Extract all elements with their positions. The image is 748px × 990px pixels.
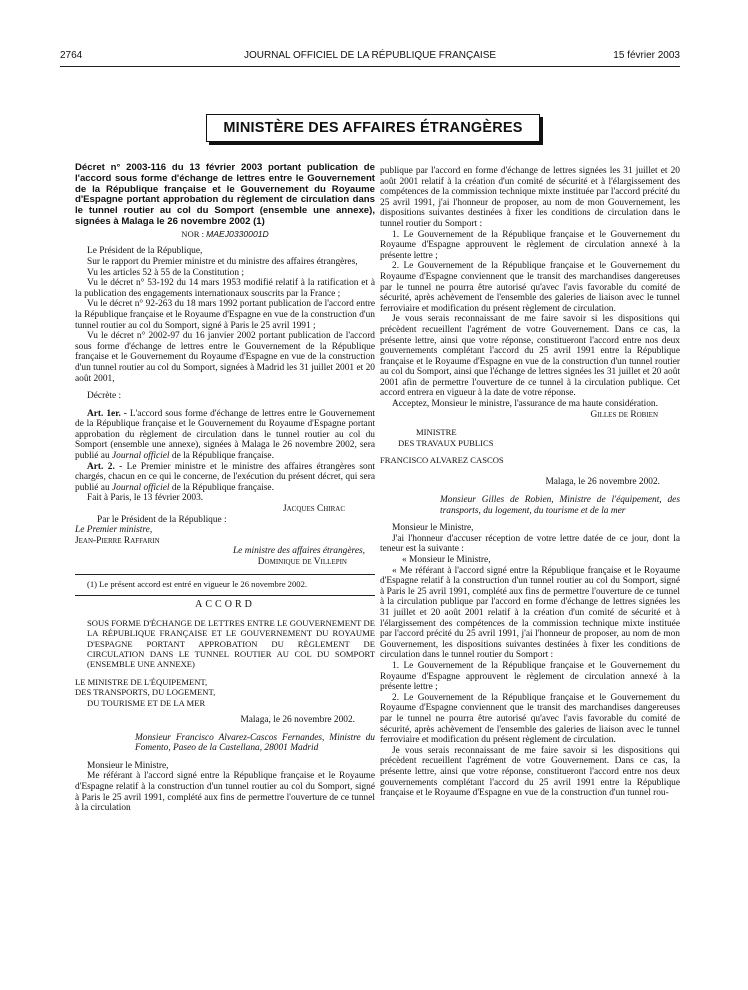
article-1-text-b: de la République française.: [171, 451, 274, 462]
paragraph: Acceptez, Monsieur le ministre, l'assurance de ma haute considération.: [392, 399, 658, 410]
article-1-text-a: L'accord sous forme d'échange de lettres entre le Gouvernement de la République française et le Gouvernement du Royaume d'Espagne portant approbation du règlement de circulation dans le tunnel routier au col du Somport (ensemble une annexe), signées à Malaga le 26 novembre 2002, sera publié au: [75, 408, 375, 462]
accord-subtitle: SOUS FORME D'ÉCHANGE DE LETTRES ENTRE LE GOUVERNEMENT DE LA RÉPUBLIQUE FRANÇAISE ET LE GOUVERNEMENT DU ROYAUME D'ESPAGNE PORTANT APPROBATION DU RÈGLEMENT DE CIRCULATION DANS LE TUNNEL ROUTIER AU COL DU SOMPORT (ENSEMBLE UNE ANNEXE): [87, 617, 375, 670]
header-rule: [60, 66, 680, 67]
paragraph: Sur le rapport du Premier ministre et du ministre des affaires étrangères,: [87, 256, 358, 267]
article-2-label: Art. 2. -: [87, 461, 123, 472]
letter-addressee: Monsieur Francisco Alvarez-Cascos Fernandes, Ministre du Fomento, Paseo de la Castellana, 28001 Madrid: [135, 732, 375, 754]
letter-salutation: Monsieur le Ministre,: [392, 523, 474, 534]
paragraph: 1. Le Gouvernement de la République française et le Gouvernement du Royaume d'Espagne approuvent le règlement de circulation annexé à la présente lettre ;: [380, 660, 680, 693]
paragraph: publique par l'accord en forme d'échange de lettres signées les 31 juillet et 20 août 2001 relatif à la création d'un comité de sécurité et à l'élargissement des compétences de la commission technique mixte instituée par l'accord précité du 25 avril 1991, j'ai l'honneur de proposer, au nom de mon Gouvernement, les dispositions suivantes destinées à fixer les conditions de circulation dans le tunnel routier du Somport :: [380, 166, 680, 229]
ministro-name: FRANCISCO ALVAREZ CASCOS: [380, 455, 504, 466]
article-2: [75, 462, 375, 494]
paragraph: « Me référant à l'accord signé entre la République française et le Royaume d'Espagne relatif à la construction d'un tunnel routier au col du Somport, signé à Paris le 25 avril 1991, complété aux fins de permettre l'ouverture de ce tunnel à la circulation publique par l'accord en forme d'échange de lettres signées les 31 juillet et 20 août 2001 relatif à la création d'un comité de sécurité et à l'élargissement des compétences de la commission technique mixte instituée par l'accord précité du 25 avril 1991, j'ai l'honneur de proposer, au nom de mon Gouvernement, les dispositions suivantes destinées à fixer les conditions de circulation dans le tunnel routier du Somport :: [380, 565, 680, 661]
mae-title: Le ministre des affaires étrangères,: [232, 546, 365, 557]
left-column: [75, 163, 375, 814]
signer-robien: Gilles de Robien: [590, 409, 658, 420]
letter-place-date: Malaga, le 26 novembre 2002.: [545, 477, 660, 488]
footnote-rule: [75, 574, 375, 575]
letter-addressee: Monsieur Gilles de Robien, Ministre de l'équipement, des transports, du logement, du tourisme et de la mer: [440, 495, 680, 516]
footnote-rule-bottom: [75, 595, 375, 596]
journal-title: JOURNAL OFFICIEL DE LA RÉPUBLIQUE FRANÇAISE: [243, 50, 497, 61]
paragraph: 2. Le Gouvernement de la République française et le Gouvernement du Royaume d'Espagne conviennent que le transit des marchandises dangereuses par le tunnel ne pourra être autorisé qu'avec l'avis favorable du comité de sécurité, après achèvement de l'ensemble des galeries de liaison avec le tunnel ferroviaire et modification du présent règlement de circulation.: [380, 261, 680, 314]
footnote: (1) Le présent accord est entré en vigueur le 26 novembre 2002.: [87, 578, 308, 589]
letter-salutation: Monsieur le Ministre,: [87, 760, 169, 771]
nor-reference: [75, 229, 375, 240]
par-le-president: Par le Président de la République :: [97, 514, 227, 525]
paragraph: J'ai l'honneur d'accuser réception de votre lettre datée de ce jour, dont la teneur est la suivante :: [380, 533, 680, 555]
mae-name: Dominique de Villepin: [257, 557, 347, 567]
paragraph: Vu le décret n° 53-192 du 14 mars 1953 modifié relatif à la ratification et à la publication des engagements internationaux souscrits par la France ;: [75, 278, 375, 299]
ministry-title: MINISTÈRE DES AFFAIRES ÉTRANGÈRES: [206, 114, 540, 142]
ministre-line-3: DU TOURISME ET DE LA MER: [87, 697, 206, 708]
right-column: [380, 166, 680, 799]
article-2-text-a: Le Premier ministre et le ministre des affaires étrangères sont chargés, chacun en ce qui le concerne, de l'exécution du présent décret, qui sera publié au: [75, 461, 375, 493]
quoted-salutation: « Monsieur le Ministre,: [402, 555, 491, 566]
page-header: [60, 50, 680, 64]
ministre-line-2: DES TRANSPORTS, DU LOGEMENT,: [75, 687, 216, 698]
paragraph: Vu le décret n° 2002-97 du 16 janvier 2002 portant publication de l'accord sous forme d'échange de lettres entre le Gouvernement de la République française et le Gouvernement du Royaume d'Espagne en vue de la construction d'un tunnel routier au col du Somport, signées à Madrid les 31 juillet 2001 et 20 août 2001,: [75, 331, 375, 384]
decrete-label: Décrète :: [87, 391, 122, 402]
pm-title: Le Premier ministre,: [75, 525, 153, 536]
nor-code: MAEJ0330001D: [206, 228, 269, 239]
signing-place-date: Fait à Paris, le 13 février 2003.: [87, 493, 204, 504]
article-1-journal: Journal officiel: [111, 451, 170, 462]
ministre-line-1: LE MINISTRE DE L'ÉQUIPEMENT,: [75, 676, 208, 687]
paragraph: Vu le décret n° 92-263 du 18 mars 1992 portant publication de l'accord entre la République française et le Royaume d'Espagne en vue de la construction d'un tunnel routier au col du Somport, signé à Paris le 25 avril 1991 ;: [75, 299, 375, 331]
ministro-line-1: MINISTRE: [416, 427, 457, 438]
paragraph: Le Président de la République,: [87, 246, 203, 257]
paragraph: Je vous serais reconnaissant de me faire savoir si les dispositions qui précèdent recueillent l'agrément de votre Gouvernement. Dans ce cas, la présente lettre, ainsi que votre réponse, constitueront l'accord entre nos deux gouvernements complétant l'accord du 25 avril 1991 entre la République française et le Royaume d'Espagne en vue de la construction d'un tunnel rou-: [380, 745, 680, 799]
paragraph: Vu les articles 52 à 55 de la Constitution ;: [87, 267, 244, 278]
article-2-text-b: de la République française.: [171, 482, 274, 493]
letter-place-date: Malaga, le 26 novembre 2002.: [240, 715, 355, 726]
article-1-label: Art. 1er. -: [87, 408, 127, 419]
issue-date: 15 février 2003: [613, 50, 680, 61]
ministro-line-2: DES TRAVAUX PUBLICS: [398, 437, 494, 448]
signer-president: Jacques Chirac: [282, 504, 345, 515]
paragraph: Je vous serais reconnaissant de me faire savoir si les dispositions qui précèdent recueillent l'agrément de votre Gouvernement. Dans ce cas, la présente lettre, ainsi que votre réponse, constitueront l'accord entre nos deux gouvernements complétant l'accord du 25 avril 1991 entre la République française et le Royaume d'Espagne en vue de la construction d'un tunnel routier au col du Somport, ainsi que l'échange de lettres signées les 31 juillet et 20 août 2001 afin de permettre l'ouverture de ce tunnel à la circulation publique. Cet accord entrera en vigueur à la date de votre réponse.: [380, 314, 680, 399]
accord-heading: ACCORD: [195, 599, 255, 611]
letter-body-start: Me référant à l'accord signé entre la République française et le Royaume d'Espagne relatif à la construction d'un tunnel routier au col du Somport, signé à Paris le 25 avril 1991, complété aux fins de permettre l'ouverture de ce tunnel à la circulation: [75, 771, 375, 814]
nor-label: NOR :: [181, 228, 204, 239]
pm-name: Jean-Pierre Raffarin: [75, 535, 160, 546]
paragraph: 1. Le Gouvernement de la République française et le Gouvernement du Royaume d'Espagne approuvent le règlement de circulation annexé à la présente lettre ;: [380, 229, 680, 261]
article-2-journal: Journal officiel: [111, 482, 170, 493]
article-1: [75, 409, 375, 462]
page-number: 2764: [60, 50, 83, 61]
paragraph: 2. Le Gouvernement de la République française et le Gouvernement du Royaume d'Espagne conviennent que le transit des marchandises dangereuses par le tunnel ne pourra être autorisé qu'avec l'avis favorable du comité de sécurité, après achèvement de l'ensemble des galeries de liaison avec le tunnel ferroviaire et modification du présent règlement de circulation.: [380, 692, 680, 746]
decree-title: Décret n° 2003-116 du 13 février 2003 portant publication de l'accord sous forme d'échange de lettres entre le Gouvernement de la République française et le Gouvernement du Royaume d'Espagne portant approbation du règlement de circulation dans le tunnel routier au col du Somport (ensemble une annexe), signées à Malaga le 26 novembre 2002 (1): [75, 162, 375, 227]
